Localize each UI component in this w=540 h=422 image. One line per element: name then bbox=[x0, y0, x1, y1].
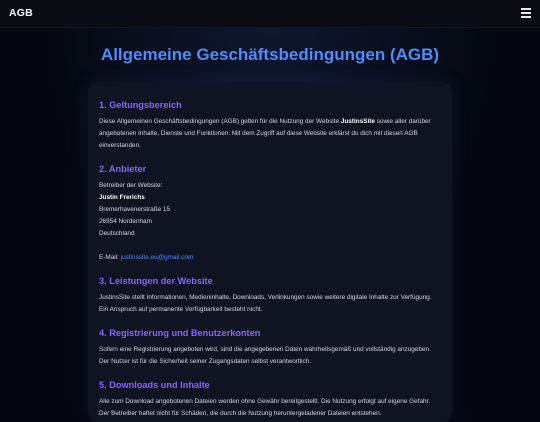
operator-country: Deutschland bbox=[99, 230, 135, 237]
text-part: Diese Allgemeinen Geschäftsbedingungen (AGB) gelten für die Nutzung der Website bbox=[99, 118, 341, 125]
email-label: E-Mail: bbox=[99, 254, 121, 261]
text-part: sowie aller darüber angebotenen Inhalte, Dienste und Funktionen. Mit dem Zugriff auf diese Website erklärst du dich mit diesen AGB einverstanden. bbox=[99, 118, 431, 149]
operator-city: 26954 Nordenham bbox=[99, 218, 152, 225]
section-text: JustinsSite stellt Informationen, Medieninhalte, Downloads, Verlinkungen sowie weitere digitale Inhalte zur Verfügung. Ein Anspruch auf permanente Verfügbarkeit besteht nicht. bbox=[99, 294, 432, 313]
section-text: Sofern eine Registrierung angeboten wird, sind die angegebenen Daten wahrheitsgemäß und vollständig anzugeben. Der Nutzer ist für die Sicherheit seiner Zugangsdaten selbst verantwortlich. bbox=[99, 346, 431, 365]
section-heading: 1. Geltungsbereich bbox=[99, 100, 182, 110]
section-downloads bbox=[99, 380, 441, 420]
section-heading: 4. Registrierung und Benutzerkonten bbox=[99, 328, 261, 338]
operator-address bbox=[99, 180, 441, 240]
section-text bbox=[99, 116, 441, 152]
section-registrierung bbox=[99, 328, 441, 368]
site-name: JustinsSite bbox=[340, 118, 375, 125]
section-heading: 2. Anbieter bbox=[99, 164, 147, 174]
section-geltungsbereich bbox=[99, 100, 441, 152]
contact-email bbox=[99, 252, 441, 264]
terms-card bbox=[88, 82, 452, 422]
operator-label: Betreiber der Website: bbox=[99, 182, 163, 189]
section-heading: 5. Downloads und Inhalte bbox=[99, 380, 210, 390]
section-text: Alle zum Download angebotenen Dateien werden ohne Gewähr bereitgestellt. Die Nutzung erfolgt auf eigene Gefahr. Der Betreiber haftet nicht für Schäden, die durch die Nutzung heruntergeladener Dateien entstehen. bbox=[99, 398, 431, 417]
section-heading: 3. Leistungen der Website bbox=[99, 276, 213, 286]
page-title: Allgemeine Geschäftsbedingungen (AGB) bbox=[100, 45, 440, 64]
section-anbieter bbox=[99, 164, 441, 264]
hamburger-menu-icon[interactable] bbox=[521, 8, 531, 18]
operator-name: Justin Frerichs bbox=[99, 194, 145, 201]
section-leistungen bbox=[99, 276, 441, 316]
operator-street: Bremerhavenerstraße 15 bbox=[99, 206, 171, 213]
top-bar bbox=[0, 0, 540, 28]
email-link[interactable]: justinssite.eu@gmail.com bbox=[120, 254, 194, 261]
brand-logo-text[interactable]: AGB bbox=[9, 7, 33, 19]
